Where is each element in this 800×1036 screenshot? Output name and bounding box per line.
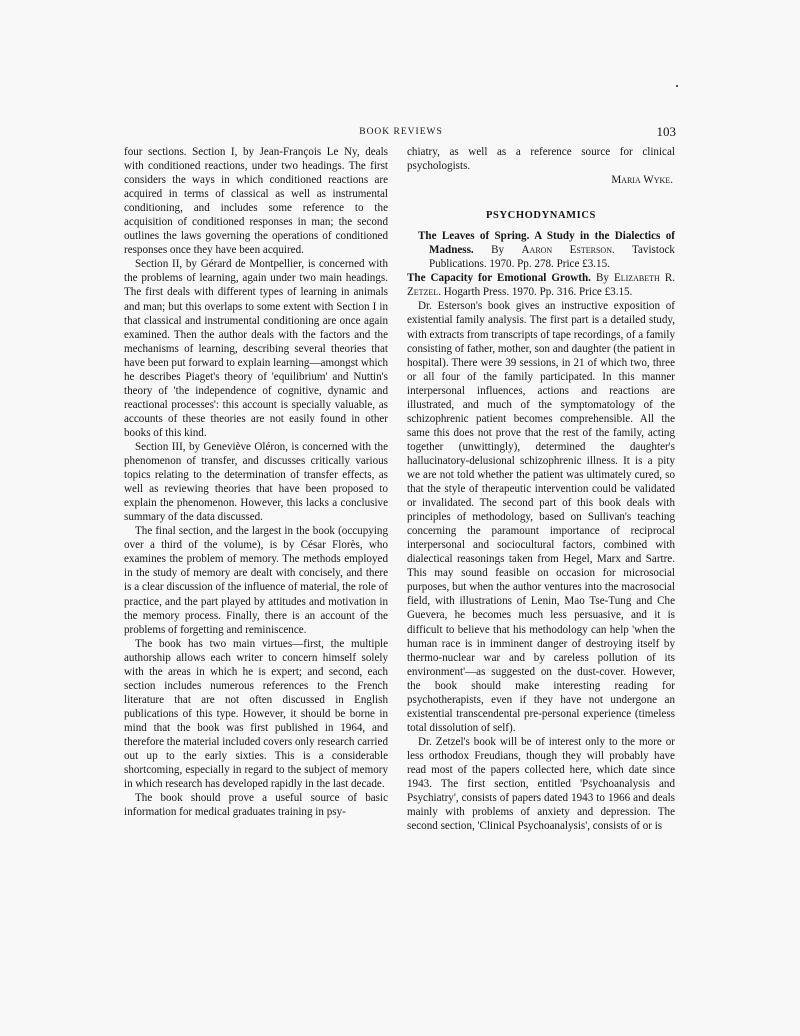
paragraph: The book should prove a useful source of basic information for medical graduates training in psy-: [124, 792, 388, 819]
paragraph: four sections. Section I, by Jean-François Le Ny, deals with conditioned reactions, under two headings. The first considers the ways in which conditioned reactions are acquired in terms of classical as well as instrumental conditioning, and includes some reference to the acquisition of conditioned responses in man; the second outlines the laws governing the operations of conditioned responses once they have been acquired.: [124, 146, 388, 257]
book-reference: [407, 271, 675, 299]
paragraph: Dr. Esterson's book gives an instructive exposition of existential family analysis. The first part is a detailed study, with extracts from transcripts of tape recordings, of a family consisting of father, mother, son and daughter (the patient in hospital). There were 39 sessions, in 21 of which two, three or all four of the family participated. In this manner interpersonal influences, actions and reactions are illustrated, and much of the symptomatology of the schizophrenic patient becomes comprehensible. All the same this does not prove that the rest of the family, acting together (unwittingly), determined the daughter's hallucinatory-delusional schizophrenic illness. It is a pity we are not told whether the patient was ultimately cured, so that the style of therapeutic intervention could be validated or invalidated. The second part of this book deals with principles of methodology, based on Sullivan's teaching concerning the paramount importance of reciprocal interpersonal and sociocultural factors, combined with dialectical reasonings taken from Hegel, Marx and Sartre. This may sound feasible on occasion for microsocial purposes, but when the author ventures into the macrosocial field, with illustrations of Lenin, Mao Tse-Tung and Che Guevera, he becomes much less persuasive, and it is difficult to believe that his methodology can help 'when the human race is in imminent danger of destroying itself by thermo-nuclear war and by careless pollution of its environment'—as suggested on the dust-cover. However, the book should make interesting reading for psychotherapists, even if they have not undergone an existential transcendental pre-personal experience (timeless total dissolution of self).: [407, 300, 675, 734]
paragraph: Section III, by Geneviève Oléron, is concerned with the phenomenon of transfer, and discusses critically various topics relating to the determination of transfer effects, as well as reviewing theories that have been proposed to explain the phenomenon. However, this lacks a conclusive summary of the data discussed.: [124, 440, 388, 524]
book-reference: [407, 229, 675, 271]
by-word: By: [595, 272, 609, 285]
left-column: [124, 145, 388, 819]
book-author: Elizabeth R. Zetzel.: [407, 272, 676, 299]
paragraph: Section II, by Gérard de Montpellier, is concerned with the problems of learning, again under two main headings. The first deals with different types of learning in animals and man; but this overlaps to some extent with Section I in that classical and instrumental conditioning are once again examined. Then the author deals with the factors and the mechanisms of learning, describing several theories that have been put forward to explain learning—amongst which he describes Piaget's theory of 'equilibrium' and Nuttin's theory of 'the independence of cognitive, dynamic and reactional processes': this account is specially valuable, as accounts of these theories are not easily found in other books of this kind.: [124, 258, 389, 439]
book-title: The Capacity for Emotional Growth.: [407, 272, 591, 285]
by-word: By: [491, 244, 505, 257]
book-title: The Leaves of Spring. A Study in the Dialectics of Madness.: [418, 230, 675, 257]
speck-mark: [676, 85, 678, 87]
running-head: BOOK REVIEWS: [359, 127, 443, 137]
section-title: PSYCHODYNAMICS: [486, 210, 596, 222]
book-details: Hogarth Press. 1970. Pp. 316. Price £3.15.: [443, 286, 633, 299]
page-header: [124, 124, 678, 142]
book-author: Aaron Esterson.: [521, 244, 615, 257]
paragraph-continuation: chiatry, as well as a reference source for clinical psychologists.: [407, 146, 675, 173]
paragraph: Dr. Zetzel's book will be of interest only to the more or less orthodox Freudians, though they will probably have read most of the papers collected here, which date since 1943. The first section, entitled 'Psychoanalysis and Psychiatry', consists of papers dated 1943 to 1966 and deals mainly with problems of anxiety and depression. The second section, 'Clinical Psychoanalysis', consists of or is: [407, 735, 675, 833]
reviewer-signature: Maria Wyke.: [611, 174, 673, 187]
page-number: 103: [656, 124, 676, 139]
paragraph: The book has two main virtues—first, the multiple authorship allows each writer to concern himself solely with the areas in which he is expert; and second, each section includes numerous references to the French literature that are not often discussed in English publications of this type. However, it should be borne in mind that the book was first published in 1964, and therefore the material included covers only research carried out up to the early sixties. This is a considerable shortcoming, especially in regard to the subject of memory in which research has developed rapidly in the last decade.: [124, 637, 388, 791]
book-details: Tavistock Publications. 1970. Pp. 278. Price £3.15.: [429, 244, 675, 271]
right-column: [407, 145, 675, 833]
paragraph: The final section, and the largest in the book (occupying over a third of the volume), is by César Florès, who examines the problem of memory. The methods employed in the study of memory are dealt with concisely, and there is a clear discussion of the influence of material, the role of practice, and the part played by attitudes and motivation in the memory process. Finally, there is an account of the problems of forgetting and reminiscence.: [124, 525, 388, 636]
